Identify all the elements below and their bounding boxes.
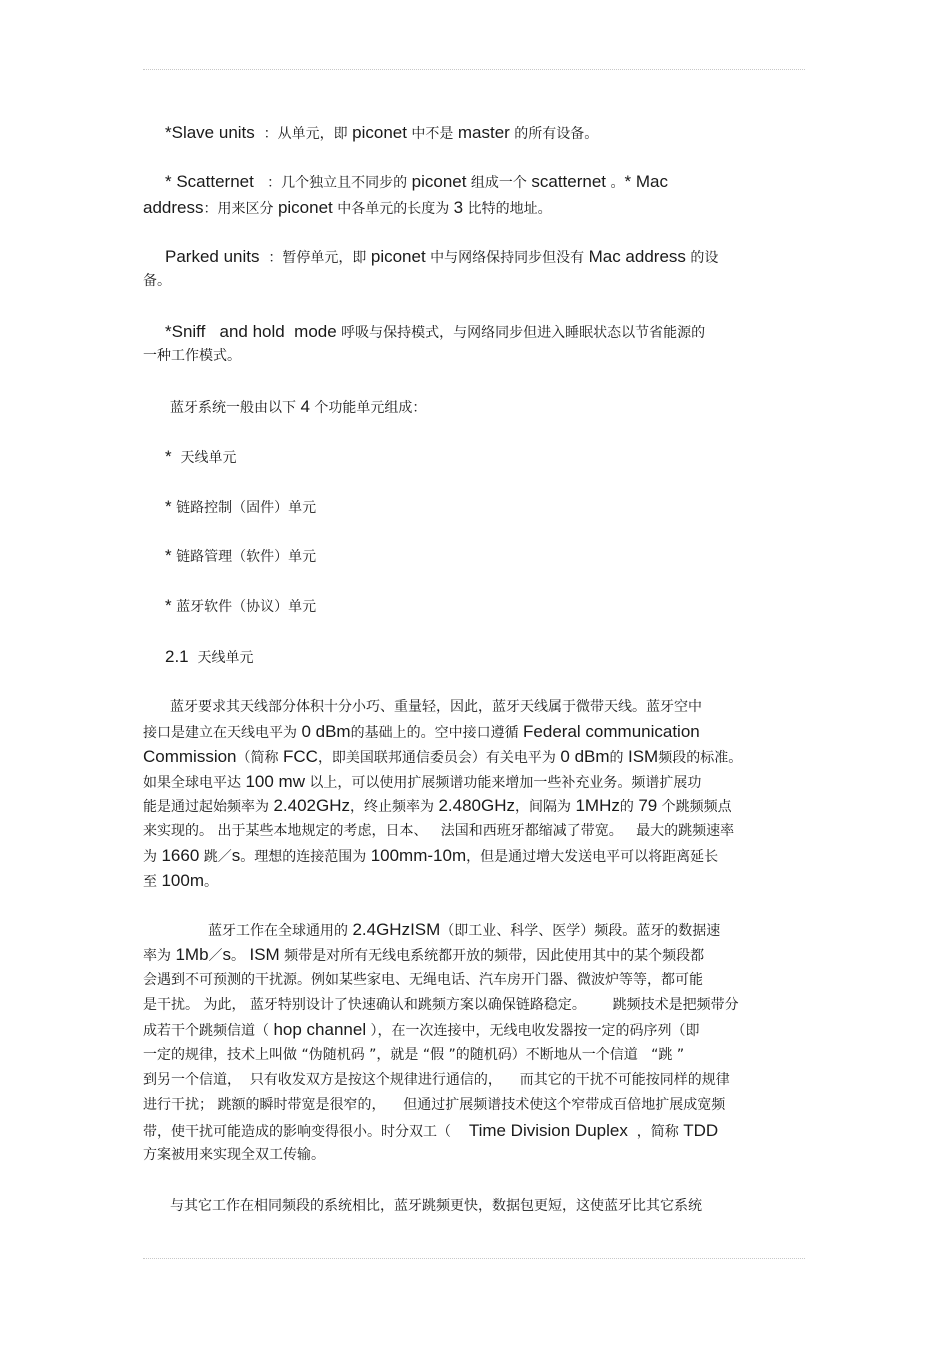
text-run: piconet bbox=[411, 172, 467, 191]
text-run: ：用来区分 bbox=[203, 201, 278, 217]
text-run: 4 bbox=[300, 397, 310, 416]
text-line bbox=[143, 747, 742, 768]
text-run: ，即美国联邦通信委员会）有关电平为 bbox=[317, 750, 561, 766]
text-line bbox=[165, 247, 718, 268]
text-run: 的 bbox=[619, 799, 639, 815]
text-run: ），在一次连接中，无线电收发器按一定的码序列（即 bbox=[366, 1023, 700, 1039]
text-run: （简称 bbox=[236, 750, 283, 766]
text-run: Federal communication bbox=[523, 722, 700, 741]
text-run: 带，使干扰可能造成的影响变得很小。时分双工（ bbox=[143, 1124, 469, 1140]
text-run: ，但是通过增大发送电平可以将距离延长 bbox=[466, 849, 719, 865]
text-run: ISM bbox=[627, 747, 659, 766]
text-run: * Scatternet bbox=[165, 172, 254, 191]
text-run: 。 bbox=[203, 874, 218, 890]
text-run: 100mm-10m bbox=[370, 846, 467, 865]
text-run: 100 mw bbox=[245, 772, 305, 791]
header-divider bbox=[143, 69, 805, 70]
text-run: 链路管理（软件）单元 bbox=[171, 549, 317, 565]
text-run: 一种工作模式。 bbox=[143, 348, 241, 364]
text-run: 2.1 bbox=[165, 647, 189, 666]
text-line bbox=[143, 1121, 718, 1142]
text-run: 为 bbox=[143, 849, 162, 865]
text-line bbox=[170, 697, 702, 717]
text-run: 天线单元 bbox=[188, 650, 254, 666]
text-line bbox=[165, 447, 237, 468]
text-run: 方案被用来实现全双工传输。 bbox=[143, 1147, 325, 1163]
text-run: 79 bbox=[638, 796, 658, 815]
text-run: 一定的规律，技术上叫做 “伪随机码 ”，就是 “假 ”的随机码）不断地从一个信道 “跳 ” bbox=[143, 1047, 685, 1063]
text-run: 蓝牙系统一般由以下 bbox=[170, 400, 301, 416]
text-run: 至 bbox=[143, 874, 162, 890]
text-line bbox=[143, 995, 739, 1015]
text-run: 。 bbox=[231, 948, 250, 964]
text-run: 2.4GHzISM bbox=[352, 920, 441, 939]
text-line bbox=[165, 596, 316, 617]
text-run: 个跳频频点 bbox=[657, 799, 732, 815]
text-run: 备。 bbox=[143, 273, 171, 289]
text-line bbox=[165, 123, 598, 144]
text-run: 呼吸与保持模式，与网络同步但进入睡眠状态以节省能源的 bbox=[336, 325, 706, 341]
text-run: * bbox=[165, 447, 172, 466]
text-run: ：几个独立且不同步的 bbox=[253, 175, 412, 191]
text-line bbox=[143, 846, 718, 867]
text-run: 比特的地址。 bbox=[463, 201, 552, 217]
text-run: 。理想的连接范围为 bbox=[240, 849, 371, 865]
text-run: 组成一个 bbox=[466, 175, 532, 191]
text-run: * Mac bbox=[624, 172, 668, 191]
text-run: 如果全球电平达 bbox=[143, 775, 246, 791]
text-line bbox=[143, 1020, 700, 1041]
text-line bbox=[143, 722, 700, 743]
text-run: master bbox=[457, 123, 510, 142]
text-run: ／ bbox=[208, 948, 223, 964]
text-run: 1660 bbox=[161, 846, 200, 865]
text-line bbox=[208, 920, 720, 941]
text-line bbox=[143, 796, 732, 817]
text-line bbox=[143, 1045, 684, 1065]
footer-divider bbox=[143, 1258, 805, 1259]
text-run: 100m bbox=[161, 871, 204, 890]
text-run: 与其它工作在相同频段的系统相比，蓝牙跳频更快，数据包更短，这使蓝牙比其它系统 bbox=[170, 1198, 702, 1214]
text-run: 2.402GHz bbox=[273, 796, 350, 815]
text-run: ，间隔为 bbox=[515, 799, 576, 815]
text-line bbox=[165, 647, 254, 668]
text-run: （即工业、科学、医学）频段。蓝牙的数据速 bbox=[440, 923, 721, 939]
text-line bbox=[170, 1196, 702, 1216]
text-line bbox=[143, 772, 701, 793]
text-run: 蓝牙软件（协议）单元 bbox=[171, 599, 317, 615]
text-run: 以上，可以使用扩展频谱功能来增加一些补充业务。频谱扩展功 bbox=[304, 775, 702, 791]
text-run: 跳／ bbox=[199, 849, 232, 865]
text-run: Parked units bbox=[165, 247, 260, 266]
text-line bbox=[143, 821, 734, 841]
text-run: 。 bbox=[606, 175, 625, 191]
text-line bbox=[165, 546, 316, 567]
text-run: scatternet bbox=[531, 172, 607, 191]
text-line bbox=[143, 1145, 325, 1165]
text-run: s bbox=[222, 945, 232, 964]
text-line bbox=[143, 1095, 725, 1115]
text-run: 0 dBm bbox=[301, 722, 351, 741]
text-line bbox=[143, 346, 241, 366]
text-run: 能是通过起始频率为 bbox=[143, 799, 274, 815]
text-run: Commission bbox=[143, 747, 237, 766]
text-run: 的所有设备。 bbox=[509, 126, 599, 142]
text-line bbox=[165, 172, 668, 193]
text-run: piconet bbox=[352, 123, 407, 142]
text-line bbox=[165, 322, 705, 343]
text-run: 0 dBm bbox=[560, 747, 610, 766]
text-run: ：从单元，即 bbox=[254, 126, 353, 142]
text-run: address bbox=[143, 198, 204, 217]
text-line bbox=[143, 271, 171, 291]
text-run: *Slave units bbox=[165, 123, 255, 142]
text-run: Time Division Duplex bbox=[468, 1121, 628, 1140]
text-run: *Sniff and hold mode bbox=[165, 322, 337, 341]
text-run: 3 bbox=[453, 198, 464, 217]
text-run: 中与网络保持同步但没有 bbox=[425, 250, 589, 266]
text-run: 进行干扰； 跳额的瞬时带宽是很窄的， 但通过扩展频谱技术使这个窄带成百倍地扩展成宽频 bbox=[143, 1097, 726, 1113]
text-run: 的设 bbox=[685, 250, 719, 266]
text-line bbox=[143, 871, 218, 892]
text-run: * bbox=[165, 497, 172, 516]
text-run: 天线单元 bbox=[171, 450, 237, 466]
text-run: hop channel bbox=[273, 1020, 367, 1039]
text-run: 会遇到不可预测的干扰源。例如某些家电、无绳电话、汽车房开门器、微波炉等等，都可能 bbox=[143, 972, 703, 988]
text-run: piconet bbox=[370, 247, 426, 266]
text-run: 的 bbox=[609, 750, 628, 766]
text-run: 1MHz bbox=[575, 796, 620, 815]
text-run: 到另一个信道， 只有收发双方是按这个规律进行通信的， 而其它的干扰不可能按同样的规律 bbox=[143, 1072, 730, 1088]
text-run: ISM bbox=[249, 945, 280, 964]
text-run: ，简称 bbox=[627, 1124, 684, 1140]
text-run: 1Mb bbox=[175, 945, 209, 964]
text-run: ：暂停单元，即 bbox=[259, 250, 371, 266]
text-run: 成若干个跳频信道（ bbox=[143, 1023, 274, 1039]
text-run: FCC bbox=[282, 747, 318, 766]
text-run: ，终止频率为 bbox=[350, 799, 439, 815]
text-run: 是干扰。 为此， 蓝牙特别设计了快速确认和跳频方案以确保链路稳定。 跳频技术是把频带分 bbox=[143, 997, 739, 1013]
text-run: 频带是对所有无线电系统都开放的频带，因此使用其中的某个频段都 bbox=[279, 948, 705, 964]
text-run: 中各单元的长度为 bbox=[332, 201, 454, 217]
text-run: 接口是建立在天线电平为 bbox=[143, 725, 302, 741]
text-run: TDD bbox=[683, 1121, 719, 1140]
text-line bbox=[143, 970, 703, 990]
text-run: 链路控制（固件）单元 bbox=[171, 500, 317, 516]
text-run: 蓝牙要求其天线部分体积十分小巧、重量轻，因此，蓝牙天线属于微带天线。蓝牙空中 bbox=[170, 699, 702, 715]
text-run: 的基础上的。空中接口遵循 bbox=[350, 725, 524, 741]
text-run: Mac address bbox=[588, 247, 686, 266]
text-run: 率为 bbox=[143, 948, 176, 964]
text-run: 频段的标准。 bbox=[658, 750, 743, 766]
text-run: 中不是 bbox=[406, 126, 458, 142]
text-line bbox=[165, 497, 316, 518]
text-run: * bbox=[165, 596, 172, 615]
text-run: 2.480GHz bbox=[438, 796, 515, 815]
text-run: 蓝牙工作在全球通用的 bbox=[208, 923, 353, 939]
text-run: 来实现的。 出于某些本地规定的考虑，日本、 法国和西班牙都缩减了带宽。 最大的跳频速率 bbox=[143, 823, 735, 839]
text-run: * bbox=[165, 546, 172, 565]
text-line bbox=[143, 945, 704, 966]
text-line bbox=[143, 198, 552, 219]
text-run: s bbox=[231, 846, 241, 865]
text-run: piconet bbox=[277, 198, 333, 217]
text-run: 个功能单元组成： bbox=[309, 400, 427, 416]
text-line bbox=[170, 397, 426, 418]
text-line bbox=[143, 1070, 730, 1090]
